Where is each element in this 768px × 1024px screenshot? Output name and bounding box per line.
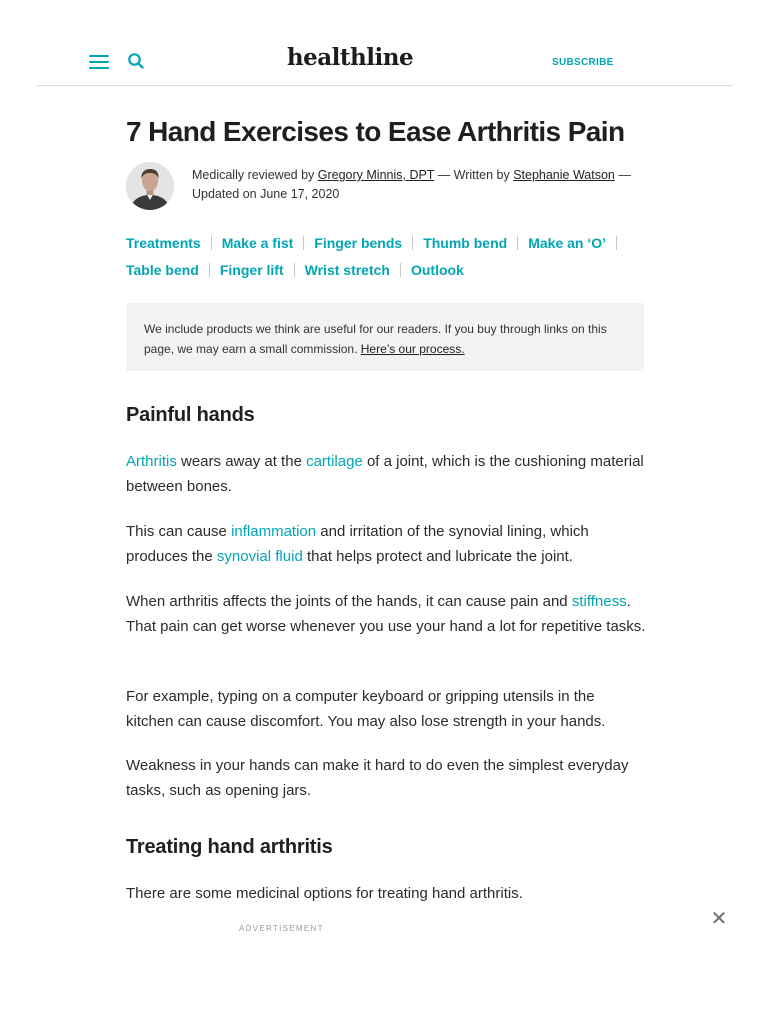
toc-divider bbox=[211, 236, 212, 250]
toc-divider bbox=[294, 263, 295, 277]
toc-divider bbox=[412, 236, 413, 250]
toc-link-wrist-stretch[interactable]: Wrist stretch bbox=[304, 262, 390, 278]
article-byline bbox=[192, 166, 652, 204]
written-by-label: — Written by bbox=[434, 168, 514, 182]
toc-link-outlook[interactable]: Outlook bbox=[410, 262, 464, 278]
section-heading-treating-hand-arthritis: Treating hand arthritis bbox=[126, 836, 333, 858]
arthritis-link[interactable]: Arthritis bbox=[126, 453, 177, 470]
toc-link-finger-bends[interactable]: Finger bends bbox=[314, 235, 403, 251]
site-logo[interactable]: healthline bbox=[286, 44, 414, 71]
search-icon[interactable] bbox=[127, 52, 145, 70]
paragraph-text: of a joint, which is the cushioning material between bones. bbox=[126, 453, 644, 495]
affiliate-disclosure bbox=[126, 303, 644, 371]
stiffness-link[interactable]: stiffness bbox=[571, 593, 627, 610]
toc-link-make-an-o[interactable]: Make an ‘O’ bbox=[528, 235, 607, 251]
paragraph: There are some medicinal options for treating hand arthritis. bbox=[126, 885, 523, 902]
toc-link-make-a-fist[interactable]: Make a fist bbox=[221, 235, 294, 251]
toc-link-treatments[interactable]: Treatments bbox=[126, 235, 201, 251]
toc-link-finger-lift[interactable]: Finger lift bbox=[219, 262, 284, 278]
site-header bbox=[37, 0, 733, 86]
byline-dash: — bbox=[614, 168, 631, 182]
toc-link-table-bend[interactable]: Table bend bbox=[126, 262, 199, 278]
reviewer-link[interactable]: Gregory Minnis, DPT bbox=[317, 168, 435, 182]
paragraph: Weakness in your hands can make it hard to do even the simplest everyday tasks, such as opening jars. bbox=[126, 757, 629, 799]
toc-link-thumb-bend[interactable]: Thumb bend bbox=[423, 235, 508, 251]
our-process-link[interactable]: Here’s our process. bbox=[360, 342, 465, 356]
table-of-contents bbox=[126, 233, 646, 287]
toc-divider bbox=[400, 263, 401, 277]
author-link[interactable]: Stephanie Watson bbox=[513, 168, 615, 182]
paragraph-text: and irritation of the synovial lining, which produces the bbox=[126, 523, 589, 565]
toc-row-1 bbox=[126, 233, 646, 260]
paragraph bbox=[126, 449, 646, 499]
toc-divider bbox=[517, 236, 518, 250]
paragraph-text: wears away at the bbox=[176, 453, 307, 470]
paragraph-text: that helps protect and lubricate the joint. bbox=[302, 548, 573, 565]
cartilage-link[interactable]: cartilage bbox=[306, 453, 363, 470]
subscribe-button[interactable]: SUBSCRIBE bbox=[552, 57, 614, 68]
inflammation-link[interactable]: inflammation bbox=[231, 523, 317, 540]
toc-divider bbox=[616, 236, 617, 250]
paragraph bbox=[126, 519, 646, 569]
close-icon[interactable]: ✕ bbox=[710, 908, 728, 930]
paragraph: For example, typing on a computer keyboard or gripping utensils in the kitchen can cause discomfort. You may also lose strength in your hands. bbox=[126, 688, 606, 730]
advertisement-label: ADVERTISEMENT bbox=[239, 924, 324, 933]
toc-row-2 bbox=[126, 260, 646, 287]
synovial-fluid-link[interactable]: synovial fluid bbox=[216, 548, 303, 565]
article-title: 7 Hand Exercises to Ease Arthritis Pain bbox=[126, 116, 625, 147]
hamburger-menu-icon[interactable] bbox=[89, 54, 109, 70]
paragraph-text: When arthritis affects the joints of the hands, it can cause pain and bbox=[126, 593, 572, 610]
reviewer-avatar bbox=[126, 162, 174, 210]
disclosure-text: We include products we think are useful for our readers. If you buy through links on this page, we may earn a small commission. bbox=[144, 322, 607, 356]
section-heading-painful-hands: Painful hands bbox=[126, 404, 255, 426]
paragraph bbox=[126, 589, 646, 639]
toc-divider bbox=[303, 236, 304, 250]
updated-date: Updated on June 17, 2020 bbox=[192, 187, 340, 201]
reviewed-by-label: Medically reviewed by bbox=[192, 168, 318, 182]
paragraph-text: This can cause bbox=[126, 523, 232, 540]
toc-divider bbox=[209, 263, 210, 277]
paragraph-text: . That pain can get worse whenever you use your hand a lot for repetitive tasks. bbox=[126, 593, 646, 635]
